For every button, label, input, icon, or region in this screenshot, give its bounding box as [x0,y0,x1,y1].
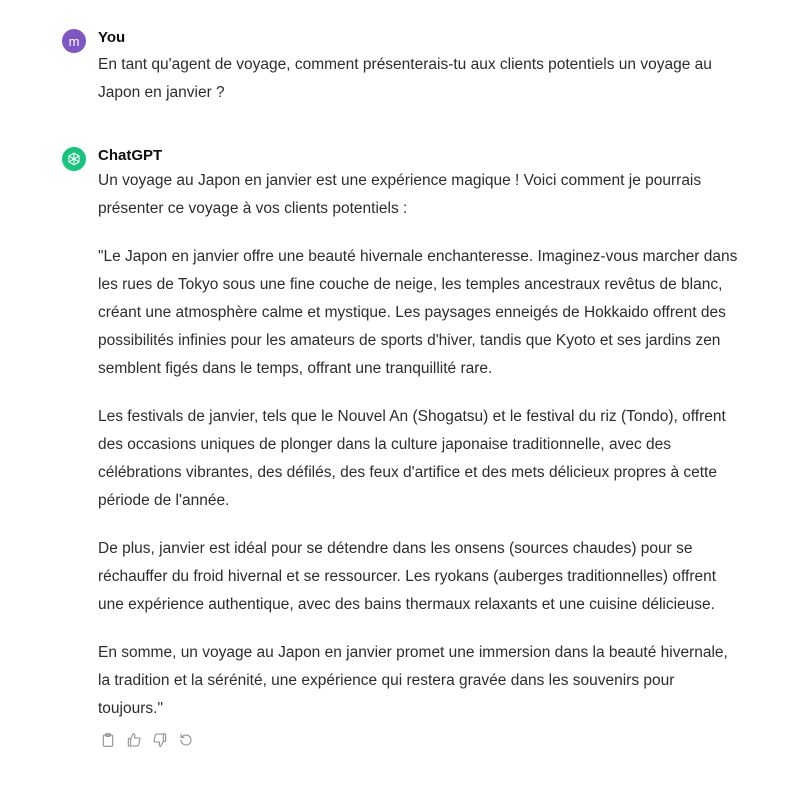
user-message-body [98,27,742,107]
regenerate-icon [178,732,194,748]
copy-button[interactable] [99,731,116,748]
regenerate-button[interactable] [177,731,194,748]
assistant-paragraph: Les festivals de janvier, tels que le Nouvel An (Shogatsu) et le festival du riz (Tondo), offrent des occasions uniques de plonger dans la culture japonaise traditionnelle, avec des célébrations vibrantes, des défilés, des feux d'artifice et des mets délicieux propres à cette période de l'année. [98,408,726,509]
user-message-text: En tant qu'agent de voyage, comment présenterais-tu aux clients potentiels un voyage au Japon en janvier ? [98,56,712,101]
thumbs-down-icon [152,732,168,748]
thumbs-down-button[interactable] [151,731,168,748]
assistant-message [62,145,742,748]
message-actions [99,731,742,748]
assistant-message-text [98,167,742,723]
openai-logo-svg [66,151,82,167]
assistant-author-name: ChatGPT [98,147,163,164]
user-avatar-letter: m [68,33,80,49]
assistant-message-body [98,145,742,748]
thumbs-up-button[interactable] [125,731,142,748]
assistant-paragraph: Un voyage au Japon en janvier est une expérience magique ! Voici comment je pourrais présenter ce voyage à vos clients potentiels : [98,172,702,217]
clipboard-icon [100,732,116,748]
user-message [62,27,742,107]
openai-logo-icon [62,147,86,171]
assistant-paragraph: "Le Japon en janvier offre une beauté hivernale enchanteresse. Imaginez-vous marcher dans les rues de Tokyo sous une fine couche de neige, les temples ancestraux revêtus de blanc, créant une atmosphère calme et mystique. Les paysages enneigés de Hokkaido offrent des possibilités infinies pour les amateurs de sports d'hiver, tandis que Kyoto et ses jardins zen semblent figés dans le temps, offrant une tranquillité rare. [98,248,738,377]
thumbs-up-icon [126,732,142,748]
assistant-paragraph: En somme, un voyage au Japon en janvier promet une immersion dans la beauté hivernale, la tradition et la sérénité, une expérience qui restera gravée dans les souvenirs pour toujours." [98,644,728,717]
user-author-name: You [98,29,126,46]
user-avatar [62,29,86,53]
assistant-paragraph: De plus, janvier est idéal pour se détendre dans les onsens (sources chaudes) pour se réchauffer du froid hivernal et se ressourcer. Les ryokans (auberges traditionnelles) offrent une expérience authentique, avec des bains thermaux relaxants et une cuisine délicieuse. [98,540,717,613]
